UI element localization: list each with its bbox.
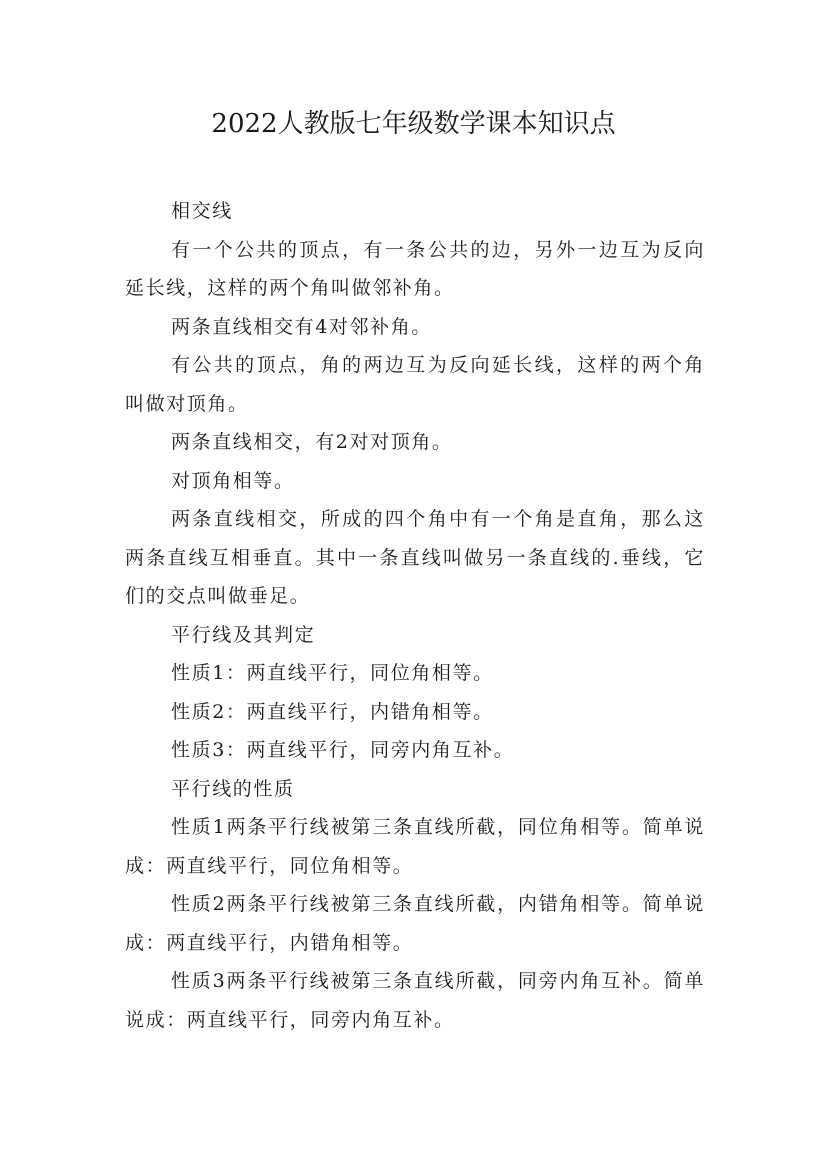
paragraph: 两条直线相交，有2对对顶角。 xyxy=(171,431,453,453)
document-body xyxy=(125,192,705,1039)
paragraph: 对顶角相等。 xyxy=(171,469,295,492)
paragraph: 有公共的顶点，角的两边互为反向延长线，这样的两个角叫做对顶角。 xyxy=(125,354,705,415)
paragraph: 两条直线相交，所成的四个角中有一个角是直角，那么这两条直线互相垂直。其中一条直线叫做另一条直线的.垂线，它们的交点叫做垂足。 xyxy=(125,508,705,607)
section-heading-parallel-lines-criteria: 平行线及其判定 xyxy=(171,623,316,646)
paragraph: 性质1两条平行线被第三条直线所截，同位角相等。简单说成：两直线平行，同位角相等。 xyxy=(125,816,705,877)
paragraph: 性质3：两直线平行，同旁内角互补。 xyxy=(171,739,515,761)
section-heading-parallel-lines-properties: 平行线的性质 xyxy=(171,777,295,800)
section-heading-intersecting-lines: 相交线 xyxy=(171,200,233,222)
paragraph: 性质2：两直线平行，内错角相等。 xyxy=(171,700,494,723)
document-title: 2022人教版七年级数学课本知识点 xyxy=(211,109,616,139)
paragraph: 性质3两条平行线被第三条直线所截，同旁内角互补。简单说成：两直线平行，同旁内角互补。 xyxy=(125,970,705,1031)
paragraph: 两条直线相交有4对邻补角。 xyxy=(171,315,432,338)
paragraph: 性质2两条平行线被第三条直线所截，内错角相等。简单说成：两直线平行，内错角相等。 xyxy=(125,893,705,954)
paragraph: 性质1：两直线平行，同位角相等。 xyxy=(171,662,494,684)
paragraph: 有一个公共的顶点，有一条公共的边，另外一边互为反向延长线，这样的两个角叫做邻补角。 xyxy=(125,238,705,299)
